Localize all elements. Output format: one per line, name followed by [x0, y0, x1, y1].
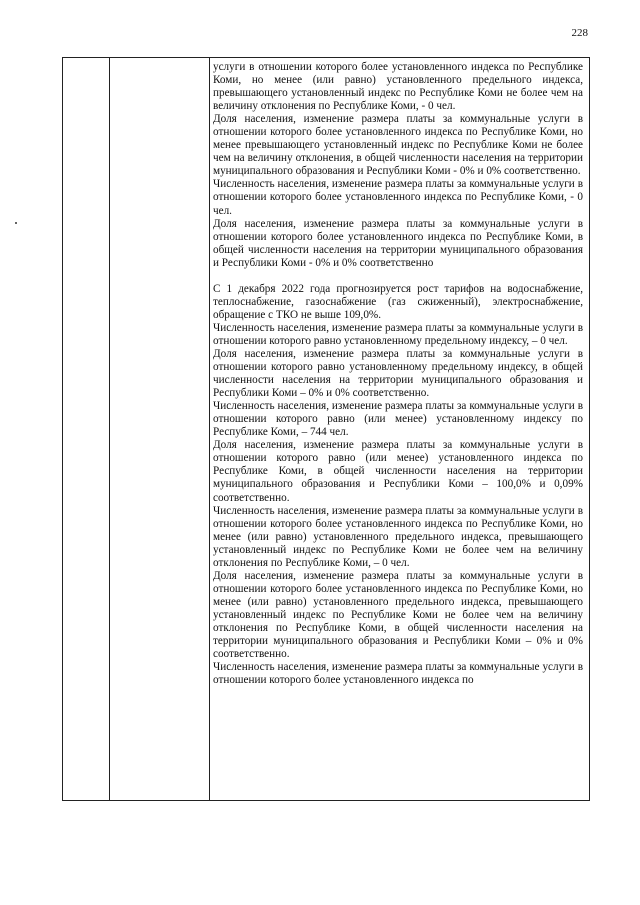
document-table [62, 57, 590, 801]
paragraph: Доля населения, изменение размера платы за коммунальные услуги в отношении которого более установленного индекса по Республике Коми, в общей численности населения на территории муниципального образования и Республики Коми - 0% и 0% соответственно [213, 217, 583, 269]
paragraph: Доля населения, изменение размера платы за коммунальные услуги в отношении которого более установленного индекса по Республике Коми, но менее (или равно) установленного предельного индекса, превышающего установленный индекс по Республике Коми не более чем на величину отклонения по Республике Коми, в общей численности населения на территории муниципального образования и Республики Коми – 0% и 0% соответственно. [213, 569, 583, 661]
paragraph: Доля населения, изменение размера платы за коммунальные услуги в отношении которого равно установленному предельному индексу, в общей численности населения на территории муниципального образования и Республики Коми – 0% и 0% соответственно. [213, 347, 583, 400]
paragraph: Доля населения, изменение размера платы за коммунальные услуги в отношении которого равно (или менее) установленного индекса по Республике Коми, в общей численности населения на территории муниципального образования и Республики Коми – 100,0% и 0,09% соответственно. [213, 439, 583, 504]
table-cell-text [213, 61, 583, 687]
paragraph: Численность населения, изменение размера платы за коммунальные услуги в отношении которого более установленного индекса по Республике Коми, - 0 чел. [213, 178, 583, 217]
paragraph: Численность населения, изменение размера платы за коммунальные услуги в отношении которого равно (или менее) установленному индексу по Республике Коми, – 744 чел. [213, 400, 583, 439]
paragraph: услуги в отношении которого более установленного индекса по Республике Коми, но менее (или равно) установленного предельного индекса, превышающего установленный индекс по Республике Коми не более чем на величину отклонения по Республике Коми, - 0 чел. [213, 61, 583, 113]
column-divider-2 [209, 58, 210, 800]
paragraph: Доля населения, изменение размера платы за коммунальные услуги в отношении которого более установленного индекса по Республике Коми, но менее превышающего установленный индекс по Республике Коми не более чем на величину отклонения, в общей численности населения на территории муниципального образования и Республики Коми - 0% и 0% соответственно. [213, 113, 583, 178]
paragraph: С 1 декабря 2022 года прогнозируется рост тарифов на водоснабжение, теплоснабжение, газоснабжение (газ сжиженный), электроснабжение, обращение с ТКО не выше 109,0%. [213, 282, 583, 321]
stray-dot [15, 222, 17, 224]
paragraph: Численность населения, изменение размера платы за коммунальные услуги в отношении которого более установленного индекса по Республике Коми, но менее (или равно) установленного предельного индекса, превышающего установленный индекс по Республике Коми не более чем на величину отклонения по Республике Коми, – 0 чел. [213, 504, 583, 569]
paragraph: Численность населения, изменение размера платы за коммунальные услуги в отношении которого равно установленному предельному индексу, – 0 чел. [213, 321, 583, 347]
page-number: 228 [571, 27, 588, 39]
paragraph: Численность населения, изменение размера платы за коммунальные услуги в отношении которого более установленного индекса по [213, 661, 583, 687]
column-divider-1 [109, 58, 110, 800]
